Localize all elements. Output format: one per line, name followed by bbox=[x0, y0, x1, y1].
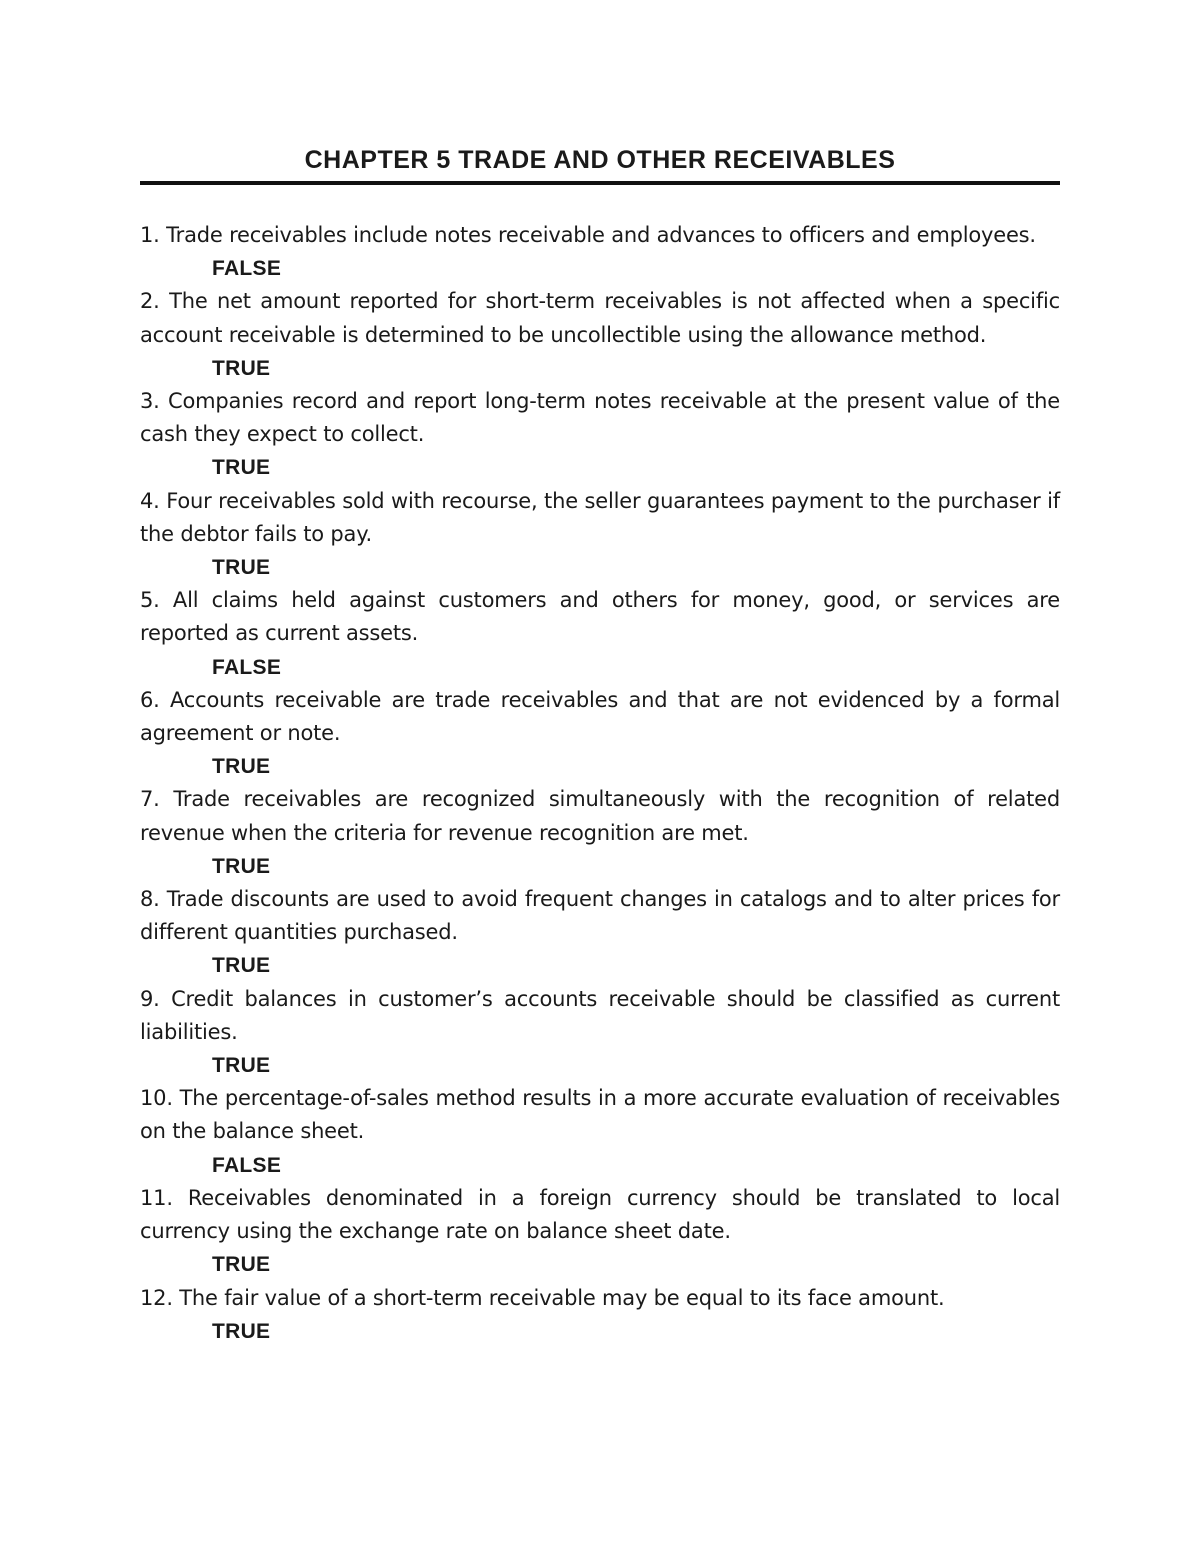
list-item bbox=[140, 983, 1060, 1083]
answer-label: TRUE bbox=[212, 1253, 271, 1277]
list-item bbox=[140, 584, 1060, 684]
question-text: 5. All claims held against customers and others for money, good, or services are reported as current assets. bbox=[140, 588, 1060, 646]
answer-label: TRUE bbox=[212, 1054, 271, 1078]
question-text: 7. Trade receivables are recognized simultaneously with the recognition of related revenue when the criteria for revenue recognition are met. bbox=[140, 787, 1060, 845]
question-text: 9. Credit balances in customer’s accounts receivable should be classified as current liabilities. bbox=[140, 986, 1060, 1044]
list-item bbox=[140, 385, 1060, 485]
list-item bbox=[140, 883, 1060, 983]
question-text: 2. The net amount reported for short-term receivables is not affected when a specific account receivable is determined to be uncollectible using the allowance method. bbox=[140, 289, 1060, 347]
answer-label: FALSE bbox=[212, 257, 282, 281]
answer-label: TRUE bbox=[212, 755, 271, 779]
answer-label: FALSE bbox=[212, 1153, 282, 1177]
answer-label: TRUE bbox=[212, 1319, 271, 1343]
answer-label: TRUE bbox=[212, 356, 271, 380]
question-text: 1. Trade receivables include notes receivable and advances to officers and employees. bbox=[140, 223, 1036, 247]
question-text: 10. The percentage-of-sales method results in a more accurate evaluation of receivables on the balance sheet. bbox=[140, 1086, 1060, 1144]
list-item bbox=[140, 1082, 1060, 1182]
question-text: 3. Companies record and report long-term notes receivable at the present value of the cash they expect to collect. bbox=[140, 389, 1060, 447]
answer-label: TRUE bbox=[212, 954, 271, 978]
question-text: 11. Receivables denominated in a foreign currency should be translated to local currency using the exchange rate on balance sheet date. bbox=[140, 1185, 1060, 1244]
list-item bbox=[140, 1182, 1060, 1282]
document-page bbox=[140, 140, 1060, 1348]
list-item bbox=[140, 1282, 1060, 1348]
answer-label: TRUE bbox=[212, 854, 271, 878]
list-item bbox=[140, 219, 1060, 285]
list-item bbox=[140, 684, 1060, 784]
title-divider bbox=[140, 181, 1060, 185]
list-item bbox=[140, 285, 1060, 385]
question-text: 6. Accounts receivable are trade receivables and that are not evidenced by a formal agreement or note. bbox=[140, 687, 1060, 746]
answer-label: TRUE bbox=[212, 456, 271, 480]
question-list bbox=[140, 219, 1060, 1348]
answer-label: FALSE bbox=[212, 655, 282, 679]
question-text: 4. Four receivables sold with recourse, the seller guarantees payment to the purchaser if the debtor fails to pay. bbox=[140, 488, 1060, 546]
page-title: CHAPTER 5 TRADE AND OTHER RECEIVABLES bbox=[304, 146, 896, 174]
answer-label: TRUE bbox=[212, 556, 271, 580]
list-item bbox=[140, 485, 1060, 585]
list-item bbox=[140, 783, 1060, 883]
question-text: 8. Trade discounts are used to avoid frequent changes in catalogs and to alter prices for different quantities purchased. bbox=[140, 887, 1060, 945]
question-text: 12. The fair value of a short-term receivable may be equal to its face amount. bbox=[140, 1285, 945, 1310]
